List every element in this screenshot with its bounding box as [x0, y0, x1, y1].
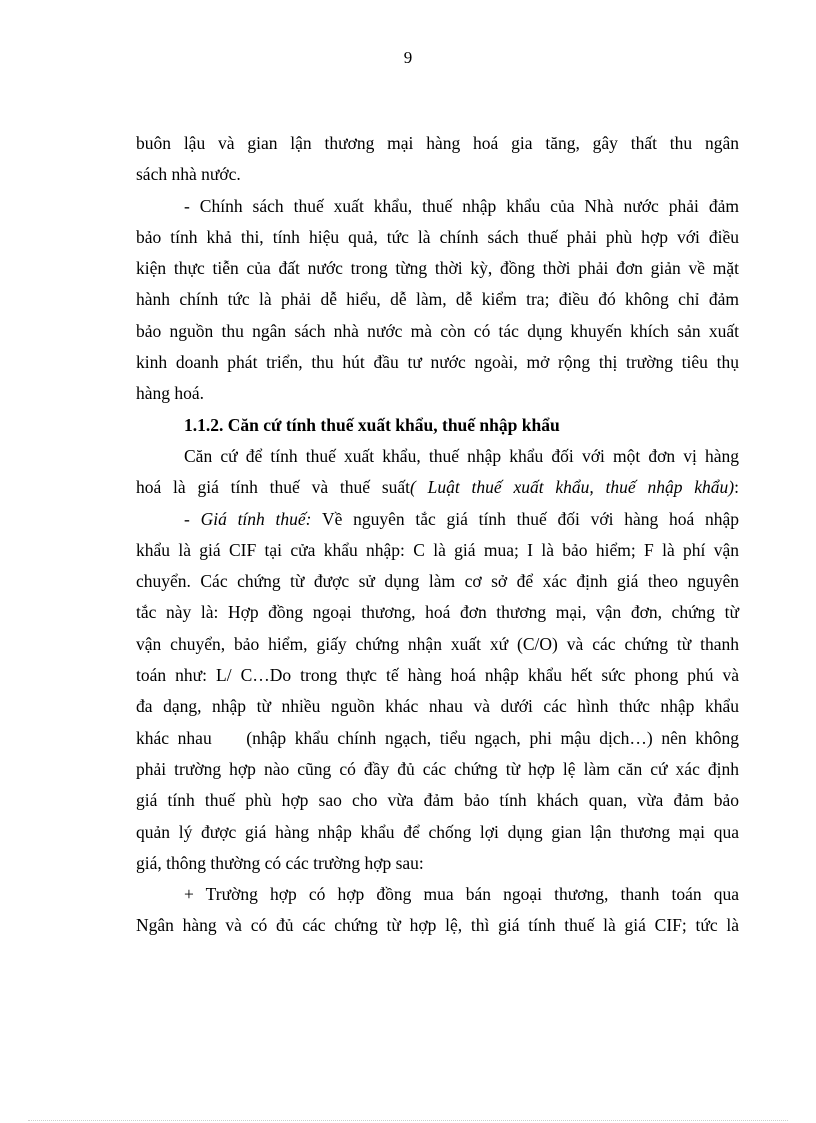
document-body	[136, 128, 739, 942]
text-line: quản lý được giá hàng nhập khẩu để chống lợi dụng gian lận thương mại qua	[136, 821, 739, 842]
text-line: bảo tính khả thi, tính hiệu quả, tức là chính sách thuế phải phù hợp với điều	[136, 226, 739, 247]
text-segment: Về nguyên tắc giá tính thuế đối với hàng hoá nhập	[311, 508, 739, 529]
text-line: buôn lậu và gian lận thương mại hàng hoá gia tăng, gây thất thu ngân	[136, 133, 739, 153]
term-label: Giá tính thuế:	[200, 508, 312, 529]
page-number: 9	[403, 48, 413, 67]
text-line: chuyển. Các chứng từ được sử dụng làm cơ sở để xác định giá theo nguyên	[136, 571, 739, 592]
text-line: Căn cứ để tính thuế xuất khẩu, thuế nhập khẩu đối với một đơn vị hàng	[184, 445, 739, 466]
text-line: giá, thông thường có các trường hợp sau:	[136, 852, 424, 873]
text-line: phải trường hợp nào cũng có đầy đủ các chứng từ hợp lệ làm căn cứ xác định	[136, 758, 739, 779]
text-line: tắc này là: Hợp đồng ngoại thương, hoá đơn thương mại, vận đơn, chứng từ	[136, 602, 739, 623]
text-segment: hoá là giá tính thuế và thuế suất	[136, 477, 411, 498]
text-line	[136, 472, 739, 503]
section-heading: 1.1.2. Căn cứ tính thuế xuất khẩu, thuế nhập khẩu	[184, 414, 560, 435]
text-line: toán như: L/ C…Do trong thực tế hàng hoá nhập khẩu hết sức phong phú và	[136, 665, 739, 686]
text-segment: :	[734, 477, 739, 498]
text-line: bảo nguồn thu ngân sách nhà nước mà còn có tác dụng khuyến khích sản xuất	[136, 320, 739, 341]
text-line: đa dạng, nhập từ nhiều nguồn khác nhau và dưới các hình thức nhập khẩu	[136, 696, 739, 717]
text-line: khác nhau (nhập khẩu chính ngạch, tiểu ngạch, phi mậu dịch…) nên không	[136, 727, 739, 748]
text-segment: -	[184, 508, 201, 529]
text-line: - Chính sách thuế xuất khẩu, thuế nhập khẩu của Nhà nước phải đảm	[184, 195, 739, 216]
text-line: + Trường hợp có hợp đồng mua bán ngoại thương, thanh toán qua	[184, 884, 739, 905]
text-line: sách nhà nước.	[136, 164, 241, 185]
text-line: giá tính thuế phù hợp sao cho vừa đảm bảo tính khách quan, vừa đảm bảo	[136, 790, 739, 811]
text-line: hành chính tức là phải dễ hiểu, dễ làm, dễ kiểm tra; điều đó không chỉ đảm	[136, 289, 739, 310]
text-line: Ngân hàng và có đủ các chứng từ hợp lệ, thì giá tính thuế là giá CIF; tức là	[136, 915, 739, 936]
text-line	[136, 504, 739, 535]
text-line: khẩu là giá CIF tại cửa khẩu nhập: C là giá mua; I là bảo hiểm; F là phí vận	[136, 539, 739, 560]
law-reference: ( Luật thuế xuất khẩu, thuế nhập khẩu)	[410, 477, 735, 498]
text-line: kinh doanh phát triển, thu hút đầu tư nước ngoài, mở rộng thị trường tiêu thụ	[136, 352, 739, 373]
text-line: kiện thực tiễn của đất nước trong từng thời kỳ, đồng thời phải đơn giản về mặt	[136, 258, 739, 279]
text-line: vận chuyển, bảo hiểm, giấy chứng nhận xuất xứ (C/O) và các chứng từ thanh	[136, 633, 739, 654]
page-bottom-divider	[28, 1120, 788, 1121]
text-line: hàng hoá.	[136, 383, 205, 404]
